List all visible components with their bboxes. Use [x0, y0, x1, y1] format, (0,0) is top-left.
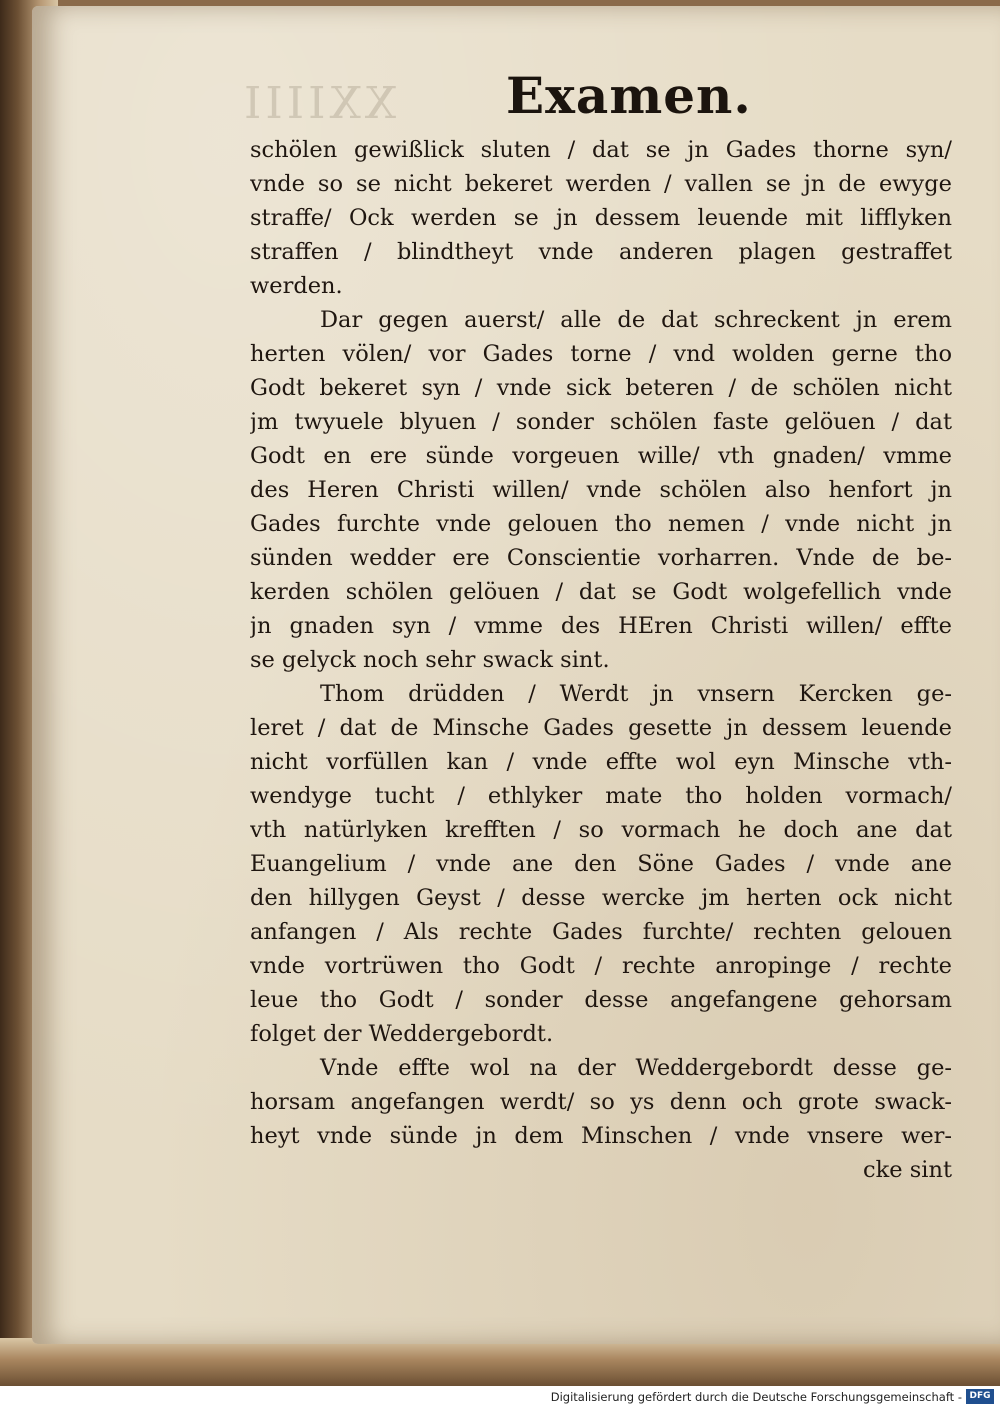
funding-credit: Digitalisierung gefördert durch die Deutsche Forschungsgemeinschaft - — [550, 1390, 962, 1404]
text-line: schölen gewißlick sluten / dat se jn Gades thorne syn/ — [250, 137, 952, 163]
text-line: herten völen/ vor Gades torne / vnd wolden gerne tho — [250, 341, 952, 367]
text-line: vnde vortrüwen tho Godt / rechte anropinge / rechte — [250, 953, 952, 979]
text-line: jm twyuele blyuen / sonder schölen faste gelöuen / dat — [250, 409, 952, 435]
bleed-through-folio: XXIIII — [240, 78, 397, 129]
dfg-logo: DFG — [966, 1389, 994, 1404]
text-line: Euangelium / vnde ane den Söne Gades / vnde ane — [250, 851, 952, 877]
text-line: leret / dat de Minsche Gades gesette jn dessem leuende — [250, 715, 952, 741]
text-line: heyt vnde sünde jn dem Minschen / vnde vnsere wer- — [250, 1123, 952, 1149]
text-line: des Heren Christi willen/ vnde schölen also henfort jn — [250, 477, 952, 503]
text-line: nicht vorfüllen kan / vnde effte wol eyn Minsche vth- — [250, 749, 952, 775]
text-line: Thom drüdden / Werdt jn vnsern Kercken ge- — [320, 681, 952, 707]
text-line: se gelyck noch sehr swack sint. — [250, 647, 610, 673]
text-line: folget der Weddergebordt. — [250, 1021, 554, 1047]
text-line: kerden schölen gelöuen / dat se Godt wolgefellich vnde — [250, 579, 952, 605]
text-line: Dar gegen auerst/ alle de dat schreckent jn erem — [320, 307, 952, 333]
catchword: cke sint — [863, 1157, 952, 1183]
text-line: straffen / blindtheyt vnde anderen plagen gestraffet — [250, 239, 952, 265]
text-line: horsam angefangen werdt/ so ys denn och grote swack- — [250, 1089, 952, 1115]
text-line: straffe/ Ock werden se jn dessem leuende mit lifflyken — [250, 205, 952, 231]
text-line: vnde so se nicht bekeret werden / vallen se jn de ewyge — [250, 171, 952, 197]
text-line: Godt en ere sünde vorgeuen wille/ vth gnaden/ vmme — [250, 443, 952, 469]
text-line: Godt bekeret syn / vnde sick beteren / de schölen nicht — [250, 375, 952, 401]
text-line: vth natürlyken krefften / so vormach he doch ane dat — [250, 817, 952, 843]
text-line: sünden wedder ere Conscientie vorharren. Vnde de be- — [250, 545, 952, 571]
text-line: den hillygen Geyst / desse wercke jm herten ock nicht — [250, 885, 952, 911]
text-line: jn gnaden syn / vmme des HEren Christi willen/ effte — [250, 613, 952, 639]
text-line: wendyge tucht / ethlyker mate tho holden vormach/ — [250, 783, 952, 809]
text-line: Gades furchte vnde gelouen tho nemen / vnde nicht jn — [250, 511, 952, 537]
text-line: anfangen / Als rechte Gades furchte/ rechten gelouen — [250, 919, 952, 945]
body-text — [250, 133, 952, 1187]
page-heading: Examen. — [506, 66, 752, 125]
text-line: Vnde effte wol na der Weddergebordt desse ge- — [320, 1055, 952, 1081]
text-line: leue tho Godt / sonder desse angefangene gehorsam — [250, 987, 952, 1013]
book-bottom-edge — [0, 1338, 1000, 1386]
text-line: werden. — [250, 273, 343, 299]
